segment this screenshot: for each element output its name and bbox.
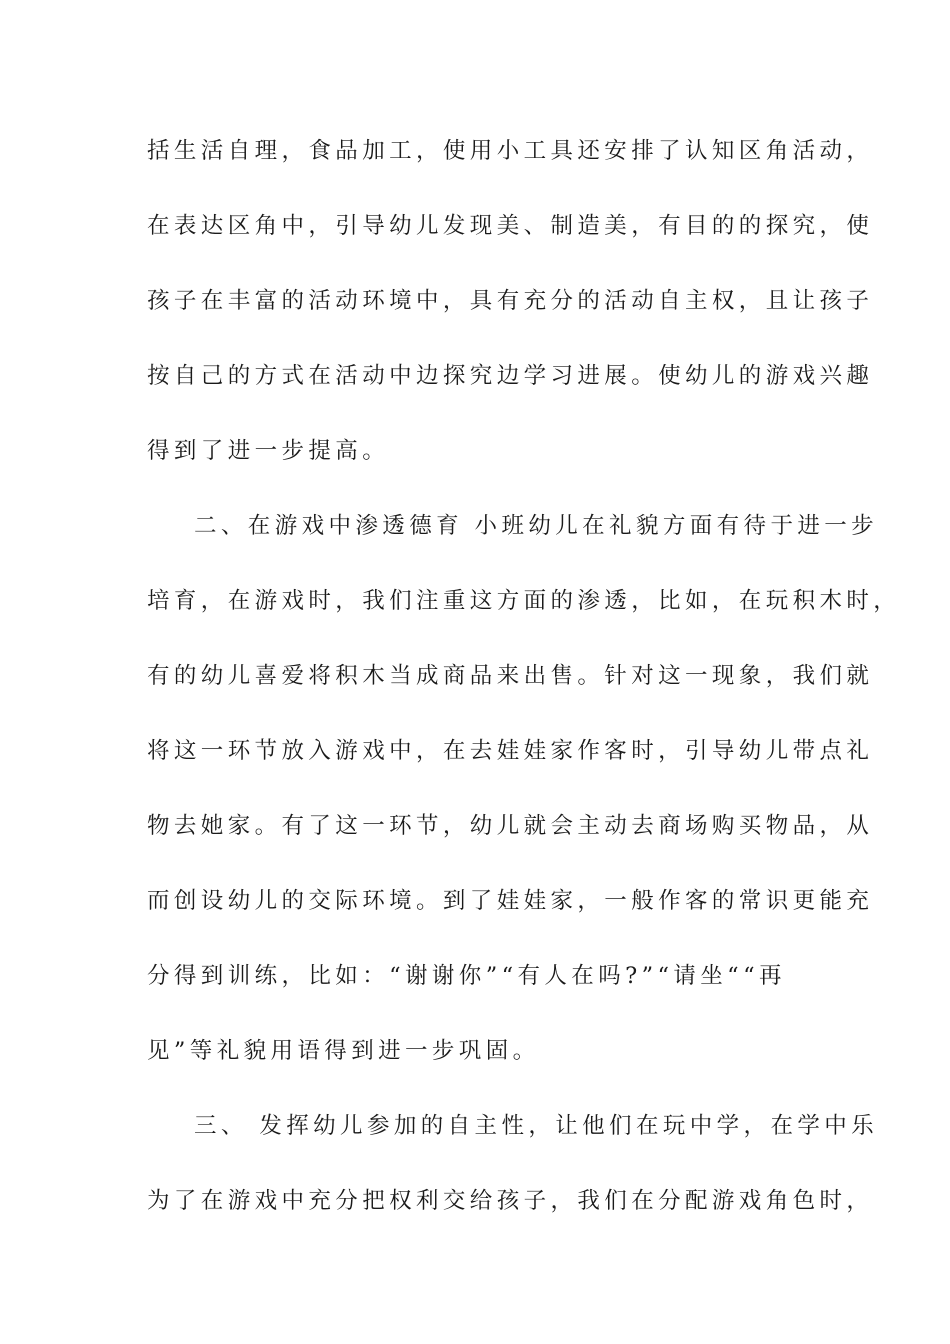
text-line: 在表达区角中，引导幼儿发现美、制造美，有目的的探究，使 <box>147 213 874 239</box>
text-line: 为了在游戏中充分把权利交给孩子，我们在分配游戏角色时， <box>147 1188 874 1214</box>
text-line: 物去她家。有了这一环节，幼儿就会主动去商场购买物品，从 <box>147 813 874 839</box>
text-line: 而创设幼儿的交际环境。到了娃娃家，一般作客的常识更能充 <box>147 888 874 914</box>
text-line: 孩子在丰富的活动环境中，具有充分的活动自主权，且让孩子 <box>147 288 874 314</box>
text-line: 按自己的方式在活动中边探究边学习进展。使幼儿的游戏兴趣 <box>147 363 874 389</box>
text-line: 将这一环节放入游戏中，在去娃娃家作客时，引导幼儿带点礼 <box>147 738 874 764</box>
text-line: 培育，在游戏时，我们注重这方面的渗透，比如，在玩积木时， <box>147 588 901 614</box>
text-line: 得到了进一步提高。 <box>147 438 390 464</box>
section-heading-line: 三、 发挥幼儿参加的自主性，让他们在玩中学，在学中乐 <box>194 1113 879 1139</box>
text-line: 有的幼儿喜爱将积木当成商品来出售。针对这一现象，我们就 <box>147 663 874 689</box>
text-line: 分得到训练，比如：“谢谢你”“有人在吗?”“请坐““再 <box>147 963 786 989</box>
text-line: 见”等礼貌用语得到进一步巩固。 <box>147 1038 540 1064</box>
section-heading-line: 二、在游戏中渗透德育 小班幼儿在礼貌方面有待于进一步 <box>194 513 879 539</box>
text-line: 括生活自理，食品加工，使用小工具还安排了认知区角活动， <box>147 138 874 164</box>
